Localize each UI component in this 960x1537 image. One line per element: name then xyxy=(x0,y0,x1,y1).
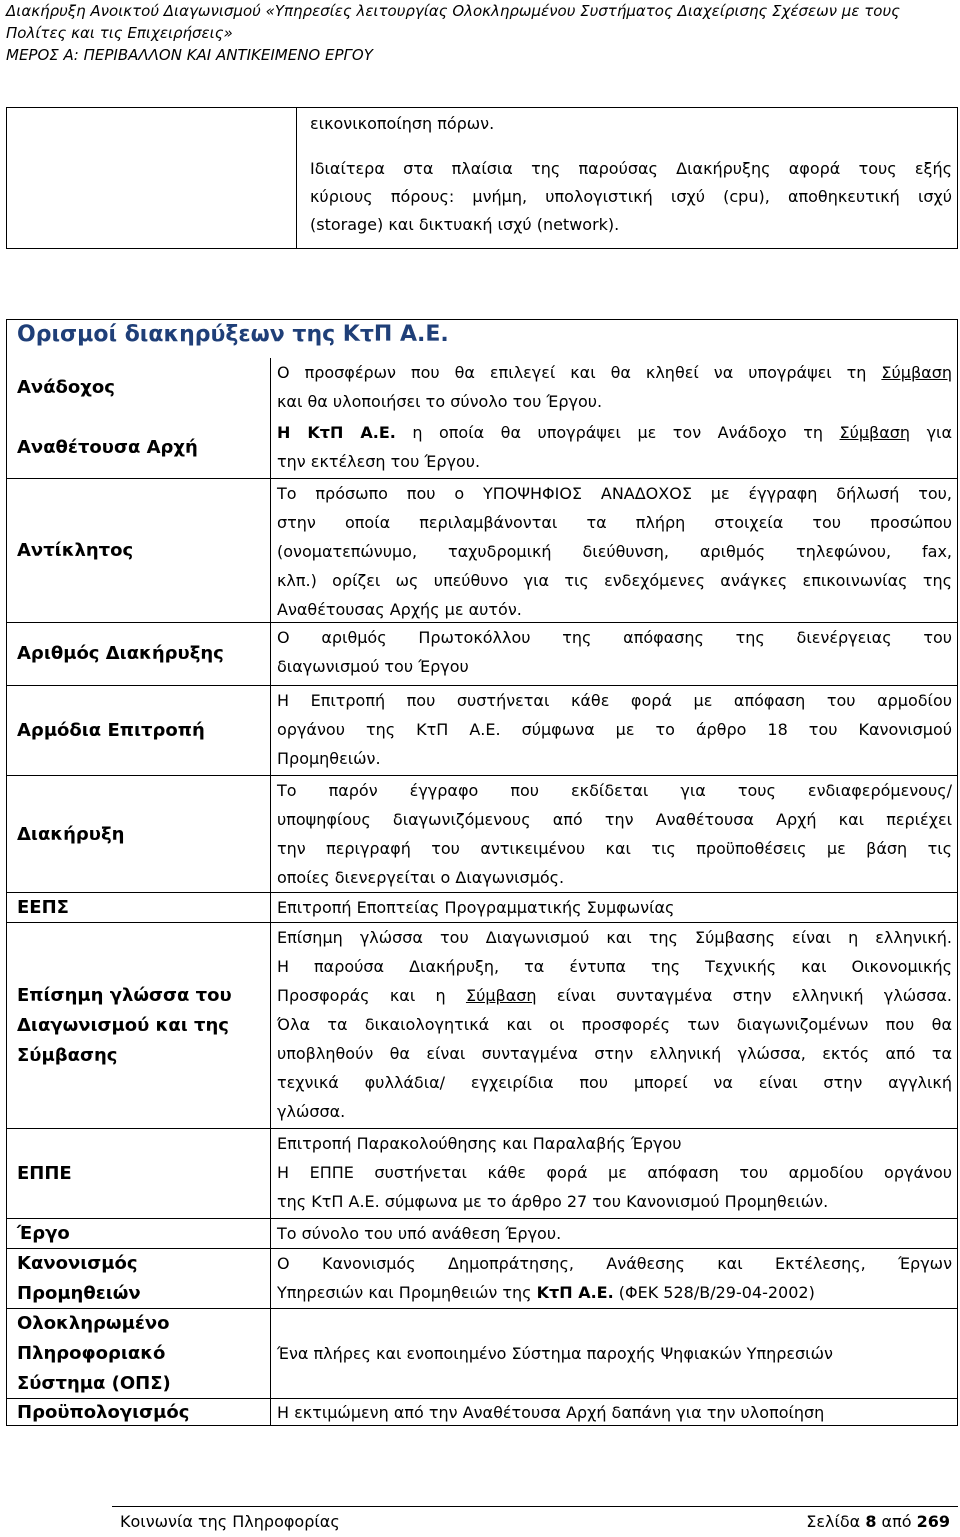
current-page: 8 xyxy=(865,1512,877,1531)
definition-line: γλώσσα. xyxy=(277,1102,346,1121)
definition-text xyxy=(277,418,952,476)
definition-row xyxy=(7,1308,957,1399)
definition-text-part: Προσφοράς και η xyxy=(277,986,466,1005)
definition-line: Ένα πλήρες και ενοποιημένο Σύστημα παροχής Ψηφιακών Υπηρεσιών xyxy=(277,1344,833,1363)
definition-line: Ο αριθμός Πρωτοκόλλου της απόφασης της διενέργειας του xyxy=(277,628,952,647)
definition-term-line: Σύστημα (ΟΠΣ) xyxy=(17,1373,171,1394)
top-para-line-3: (storage) και δικτυακή ισχύ (network). xyxy=(310,215,620,234)
definition-text-part: είναι συνταγμένα στην ελληνική γλώσσα. xyxy=(536,986,952,1005)
definition-text xyxy=(277,776,952,892)
definition-line: Επιτροπή Εποπτείας Προγραμματικής Συμφωνίας xyxy=(277,898,675,917)
definition-term-line: Κανονισμός xyxy=(17,1253,138,1274)
definition-term: ΕΠΠΕ xyxy=(7,1129,271,1219)
definition-line: Η παρούσα Διακήρυξη, τα έντυπα της Τεχνικής και Οικονομικής xyxy=(277,957,952,976)
definition-line: Προμηθειών. xyxy=(277,749,381,768)
definition-term xyxy=(7,1309,271,1399)
definition-text xyxy=(277,1249,952,1307)
definition-text xyxy=(277,358,952,416)
definition-line: Αναθέτουσας Αρχής με αυτόν. xyxy=(277,600,522,619)
document-header xyxy=(6,0,956,66)
header-line-1: Διακήρυξη Ανοικτού Διαγωνισμού «Υπηρεσίες λειτουργίας Ολοκληρωμένου Συστήματος Διαχείρισης Σχέσεων με τους xyxy=(6,2,900,20)
top-table xyxy=(6,107,958,249)
definition-term: Έργο xyxy=(7,1219,271,1249)
definition-term xyxy=(7,923,271,1129)
definition-text-part: Ο προσφέρων που θα επιλεγεί και θα κληθεί να υπογράψει τη xyxy=(277,363,882,382)
definition-row xyxy=(7,775,957,893)
definition-line: τεχνικά φυλλάδια/ εγχειρίδια που μπορεί να είναι στην αγγλική xyxy=(277,1073,952,1092)
definition-term: Αναθέτουσα Αρχή xyxy=(7,418,271,478)
definition-line: Όλα τα δικαιολογητικά και οι προσφορές των διαγωνιζομένων που θα xyxy=(277,1015,952,1034)
definition-line: της ΚτΠ Α.Ε. σύμφωνα με το άρθρο 27 του Κανονισμού Προμηθειών. xyxy=(277,1192,829,1211)
definition-term: Αριθμός Διακήρυξης xyxy=(7,623,271,685)
definition-line: υποβληθούν θα είναι συνταγμένα στην ελληνική γλώσσα, εκτός από τα xyxy=(277,1044,952,1063)
definition-line: Ο Κανονισμός Δημοπράτησης, Ανάθεσης και Εκτέλεσης, Έργων xyxy=(277,1254,952,1273)
contract-link: Σύμβαση xyxy=(881,363,952,382)
page-separator: από xyxy=(876,1512,917,1531)
definition-term-line: Επίσημη γλώσσα του xyxy=(17,985,232,1006)
definition-line: Επιτροπή Παρακολούθησης και Παραλαβής Έργου xyxy=(277,1134,682,1153)
definition-line: Η Επιτροπή που συστήνεται κάθε φορά με απόφαση του αρμοδίου xyxy=(277,691,952,710)
definition-row xyxy=(7,418,957,478)
definition-line: οποίες διενεργείται ο Διαγωνισμός. xyxy=(277,868,565,887)
definition-line: την περιγραφή του αντικειμένου και τις προϋποθέσεις με βάση τις xyxy=(277,839,952,858)
definition-line: και θα υλοποιήσει το σύνολο του Έργου. xyxy=(277,392,603,411)
definition-row xyxy=(7,622,957,685)
definition-text xyxy=(277,923,952,1126)
definition-line: υποψηφίους διαγωνιζόμενους από την Αναθέτουσα Αρχή και περιέχει xyxy=(277,810,952,829)
definition-text-part: για xyxy=(910,423,953,442)
total-pages: 269 xyxy=(916,1512,950,1531)
definition-row xyxy=(7,922,957,1129)
definition-line: (ονοματεπώνυμο, ταχυδρομική διεύθυνση, αριθμός τηλεφώνου, fax, xyxy=(277,542,952,561)
footer-organization: Κοινωνία της Πληροφορίας xyxy=(120,1512,340,1531)
definitions-table xyxy=(6,319,958,1426)
footer-page-number xyxy=(806,1512,950,1531)
definition-line: κλπ.) ορίζει ως υπεύθυνο για τις ενδεχόμενες ανάγκες επικοινωνίας της xyxy=(277,571,952,590)
header-line-3: ΜΕΡΟΣ Α: ΠΕΡΙΒΑΛΛΟΝ ΚΑΙ ΑΝΤΙΚΕΙΜΕΝΟ ΕΡΓΟΥ xyxy=(6,46,373,64)
top-para-line-1: Ιδιαίτερα στα πλαίσια της παρούσας Διακήρυξης αφορά τους εξής xyxy=(310,159,952,178)
definition-row xyxy=(7,1128,957,1219)
definition-row xyxy=(7,1248,957,1309)
definition-line: Το πρόσωπο που ο ΥΠΟΨΗΦΙΟΣ ΑΝΑΔΟΧΟΣ με έγγραφη δήλωσή του, xyxy=(277,484,952,503)
definition-line: Η ΕΠΠΕ συστήνεται κάθε φορά με απόφαση του αρμοδίου οργάνου xyxy=(277,1163,952,1182)
definition-row xyxy=(7,685,957,776)
definition-row xyxy=(7,358,957,418)
header-line-2: Πολίτες και τις Επιχειρήσεις» xyxy=(6,24,233,42)
page-label: Σελίδα xyxy=(806,1512,866,1531)
definition-term: ΕΕΠΣ xyxy=(7,893,271,923)
definition-term xyxy=(7,1249,271,1309)
definition-term: Ανάδοχος xyxy=(7,358,271,418)
definition-row xyxy=(7,892,957,923)
top-cell-line: εικονικοποίηση πόρων. xyxy=(310,114,495,133)
definition-text-part: η οποία θα υπογράψει με τον Ανάδοχο τη xyxy=(395,423,840,442)
contract-link: Σύμβαση xyxy=(465,986,537,1005)
definition-line: Η εκτιμώμενη από την Αναθέτουσα Αρχή δαπάνη για την υλοποίηση xyxy=(277,1403,825,1422)
definition-term-line: Πληροφοριακό xyxy=(17,1343,166,1364)
definition-line: διαγωνισμού του Έργου xyxy=(277,657,469,676)
definition-row xyxy=(7,1398,957,1426)
definition-term-line: Ολοκληρωμένο xyxy=(17,1313,170,1334)
definition-line: οργάνου της ΚτΠ Α.Ε. σύμφωνα με το άρθρο 18 του Κανονισμού xyxy=(277,720,952,739)
definition-line: στην οποία περιλαμβάνονται τα πλήρη στοιχεία του προσώπου xyxy=(277,513,952,532)
definition-text-part: (ΦΕΚ 528/Β/29-04-2002) xyxy=(613,1283,815,1302)
definition-text xyxy=(277,1219,952,1248)
definition-term: Διακήρυξη xyxy=(7,776,271,893)
definition-text xyxy=(277,623,952,681)
definition-row xyxy=(7,1218,957,1249)
definition-line: την εκτέλεση του Έργου. xyxy=(277,452,481,471)
definitions-title: Ορισμοί διακηρύξεων της ΚτΠ Α.Ε. xyxy=(17,322,449,347)
definition-text-part: Υπηρεσιών και Προμηθειών της xyxy=(277,1283,537,1302)
definition-text xyxy=(277,686,952,773)
definition-text xyxy=(277,893,952,922)
footer-rule xyxy=(112,1506,958,1507)
definition-text xyxy=(277,1129,952,1216)
top-para-line-2: κύριους πόρους: μνήμη, υπολογιστική ισχύ (cpu), αποθηκευτική ισχύ xyxy=(310,187,952,206)
definition-bold: ΚτΠ Α.Ε. xyxy=(536,1283,614,1302)
definition-text xyxy=(277,1339,952,1368)
definition-text xyxy=(277,1399,952,1426)
contract-link: Σύμβαση xyxy=(839,423,911,442)
definition-term-line: Σύμβασης xyxy=(17,1045,118,1066)
definition-line: Το σύνολο του υπό ανάθεση Έργου. xyxy=(277,1224,562,1243)
definition-term-line: Διαγωνισμού και της xyxy=(17,1015,229,1036)
definition-row xyxy=(7,478,957,622)
definition-line: Επίσημη γλώσσα του Διαγωνισμού και της Σύμβασης είναι η ελληνική. xyxy=(277,928,952,947)
definition-term: Προϋπολογισμός xyxy=(7,1399,271,1426)
definition-term: Αρμόδια Επιτροπή xyxy=(7,686,271,776)
definition-term-line: Προμηθειών xyxy=(17,1283,141,1304)
definition-bold: Η ΚτΠ Α.Ε. xyxy=(277,423,396,442)
definition-text xyxy=(277,479,952,624)
top-cell-paragraph xyxy=(310,155,952,239)
column-divider xyxy=(296,108,297,248)
definition-line: Το παρόν έγγραφο που εκδίδεται για τους ενδιαφερόμενους/ xyxy=(277,781,952,800)
definition-term: Αντίκλητος xyxy=(7,479,271,622)
